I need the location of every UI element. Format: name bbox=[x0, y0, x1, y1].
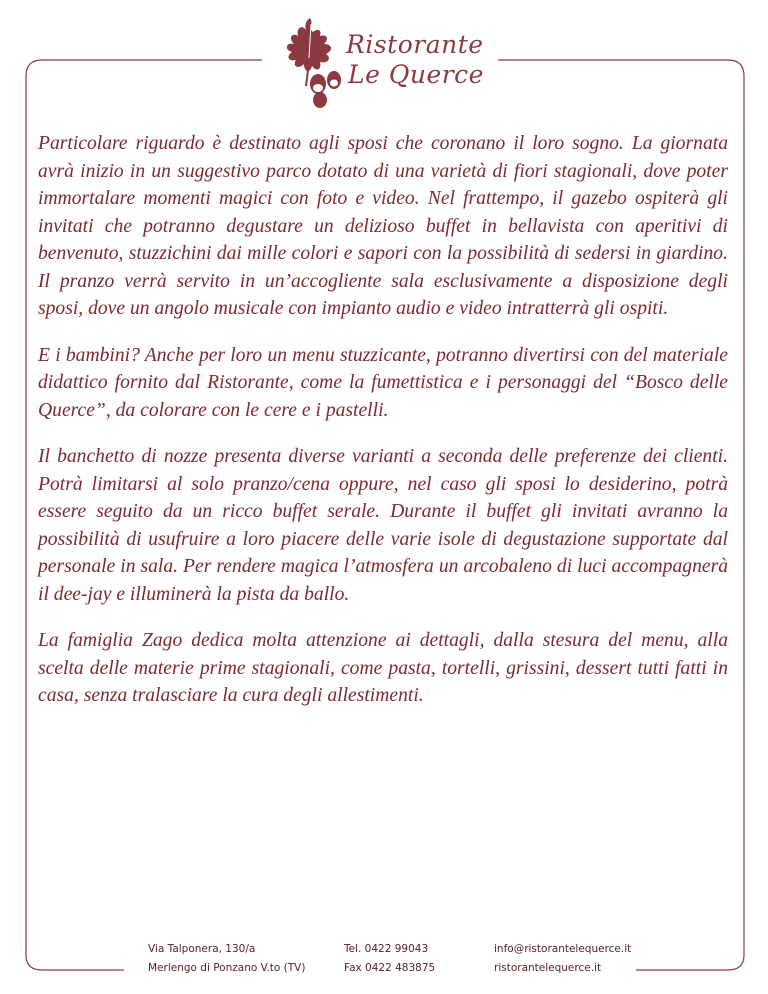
footer bbox=[0, 940, 768, 980]
address-line-1: Via Talponera, 130/a bbox=[148, 943, 256, 955]
footer-address bbox=[148, 940, 305, 978]
brand-line-1: Ristorante bbox=[346, 30, 484, 59]
brand-name bbox=[346, 30, 484, 90]
email-link[interactable]: info@ristorantelequerce.it bbox=[494, 943, 632, 955]
fax-number: Fax 0422 483875 bbox=[344, 962, 436, 974]
footer-phones bbox=[344, 940, 435, 978]
oak-leaf-acorn-icon bbox=[280, 14, 350, 110]
phone-number: Tel. 0422 99043 bbox=[344, 943, 429, 955]
paragraph-banquet: Il banchetto di nozze presenta diverse varianti a seconda delle preferenze dei clienti. Potrà limitarsi al solo pranzo/cena oppure, nel caso gli sposi lo desiderino, potrà essere seguito da un ricco buffet serale. Durante il buffet gli invitati avranno la possibilità di usufruire a loro piacere delle varie isole di degustazione supportate dal personale in sala. Per rendere magica l’atmosfera un arcobaleno di luci accompagnerà il dee-jay e illuminerà la pista da ballo. bbox=[38, 446, 728, 605]
address-line-2: Merlengo di Ponzano V.to (TV) bbox=[148, 962, 306, 974]
paragraph-children: E i bambini? Anche per loro un menu stuzzicante, potranno divertirsi con del materiale didattico fornito dal Ristorante, come la fumettistica e i personaggi del “Bosco delle Querce”, da colorare con le cere e i pastelli. bbox=[38, 344, 728, 421]
brand-logo bbox=[280, 14, 500, 110]
website-link[interactable]: ristorantelequerce.it bbox=[494, 962, 602, 974]
paragraph-family: La famiglia Zago dedica molta attenzione ai dettagli, dalla stesura del menu, alla scelta delle materie prime stagionali, come pasta, tortelli, grissini, dessert tutti fatti in casa, senza tralasciare la cura degli allestimenti. bbox=[38, 630, 728, 706]
footer-contacts bbox=[494, 940, 631, 978]
body-text bbox=[38, 130, 728, 729]
paragraph-wedding: Particolare riguardo è destinato agli sposi che coronano il loro sogno. La giornata avrà inizio in un suggestivo parco dotato di una varietà di fiori stagionali, dove poter immortalare momenti magici con foto e video. Nel frattempo, il gazebo ospiterà gli invitati che potranno degustare un delizioso buffet in bellavista con aperitivi di benvenuto, stuzzichini dai mille colori e sapori con la possibilità di sedersi in giardino. Il pranzo verrà servito in un’accogliente sala esclusivamente a disposizione degli sposi, dove un angolo musicale con impianto audio e video intratterrà gli ospiti. bbox=[38, 133, 728, 319]
brand-line-2: Le Querce bbox=[348, 60, 484, 89]
